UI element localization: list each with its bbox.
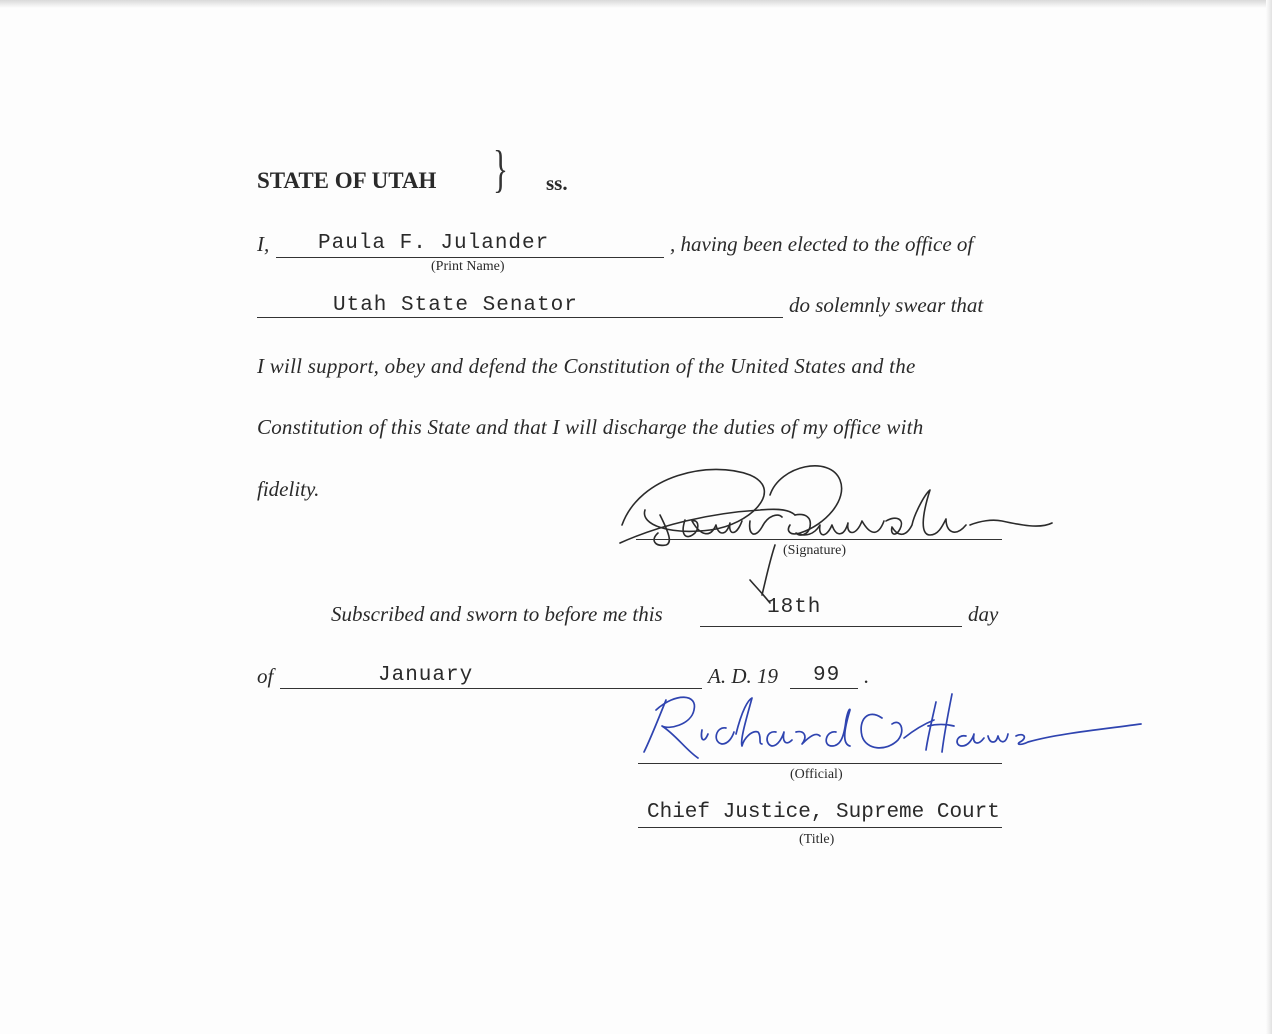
of-word: of	[257, 664, 274, 688]
oath-body-line-2: Constitution of this State and that I will discharge the duties of my office with	[257, 415, 924, 439]
subscribed-text: Subscribed and sworn to before me this	[331, 602, 663, 626]
oath-body-line-3: fidelity.	[257, 477, 320, 501]
oath-taker-signature	[600, 455, 1060, 605]
year-period: .	[864, 664, 870, 688]
page-top-edge	[0, 0, 1272, 8]
title-value: Chief Justice, Supreme Court	[647, 801, 1000, 824]
elected-text: , having been elected to the office of	[670, 232, 974, 256]
page-right-edge	[1266, 0, 1272, 1034]
year-value: 99	[813, 664, 841, 687]
print-name-line	[276, 257, 664, 258]
day-value: 18th	[767, 596, 822, 619]
official-caption: (Official)	[790, 767, 843, 782]
print-name-value: Paula F. Julander	[318, 232, 550, 255]
day-word: day	[968, 602, 999, 626]
oath-body-line-1: I will support, obey and defend the Constitution of the United States and the	[257, 354, 916, 378]
venue-brace: }	[492, 141, 508, 198]
official-signature	[636, 680, 1146, 770]
state-heading: STATE OF UTAH	[257, 168, 437, 193]
official-line	[638, 763, 1002, 764]
swear-text: do solemnly swear that	[789, 293, 984, 317]
ad-text: A. D. 19	[708, 664, 778, 688]
signature-line	[636, 539, 1002, 540]
month-value: January	[378, 664, 474, 687]
office-line	[257, 317, 783, 318]
ss-label: ss.	[546, 171, 568, 195]
day-line	[700, 626, 962, 627]
signature-caption: (Signature)	[783, 543, 846, 558]
title-line	[638, 827, 1002, 828]
print-name-caption: (Print Name)	[431, 259, 505, 274]
office-value: Utah State Senator	[333, 294, 578, 317]
title-caption: (Title)	[799, 832, 835, 847]
oath-i-label: I,	[257, 232, 270, 256]
